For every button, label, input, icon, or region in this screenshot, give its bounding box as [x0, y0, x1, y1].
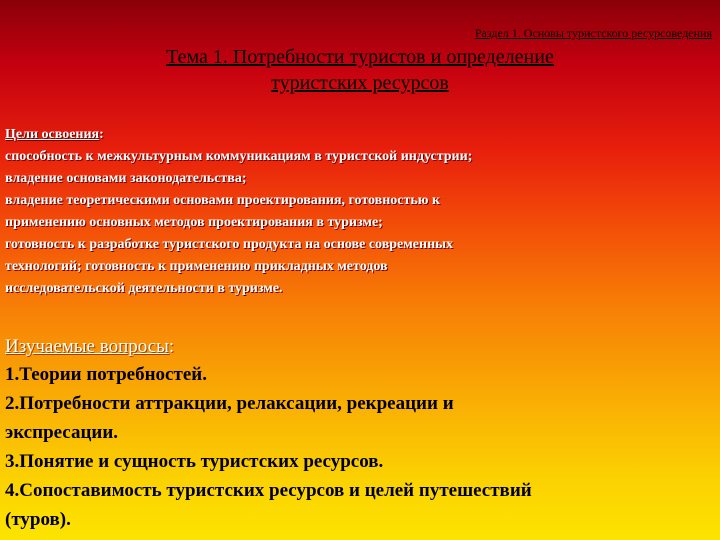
question-item: 3.Понятие и сущность туристских ресурсов.: [5, 451, 384, 472]
topic-title-line-2: туристских ресурсов: [271, 72, 449, 94]
question-item: 2.Потребности аттракции, релаксации, рекреации и: [5, 393, 454, 414]
goals-line: готовность к разработке туристского продукта на основе современных: [5, 237, 454, 252]
goals-line: технологий; готовность к применению прикладных методов: [5, 259, 388, 274]
question-item: 1.Теории потребностей.: [5, 364, 207, 385]
goals-line: владение основами законодательства;: [5, 171, 247, 186]
goals-heading-colon: :: [99, 127, 104, 142]
questions-heading-colon: :: [168, 336, 175, 357]
goals-line: применению основных методов проектирования в туризме;: [5, 215, 383, 230]
questions-heading-text: Изучаемые вопросы: [5, 336, 169, 357]
goals-line: владение теоретическими основами проектирования, готовностью к: [5, 193, 441, 208]
section-header: Раздел 1. Основы туристского ресурсоведения: [474, 26, 712, 40]
goals-block: [5, 124, 710, 300]
goals-line: исследовательской деятельности в туризме.: [5, 281, 283, 296]
goals-heading-text: Цели освоения: [5, 127, 100, 142]
topic-title: [0, 44, 720, 96]
goals-heading: [5, 124, 710, 146]
questions-block: [5, 334, 715, 534]
topic-title-line-1: Тема 1. Потребности туристов и определение: [166, 46, 554, 68]
question-item: экспресации.: [5, 422, 119, 443]
question-item: 4.Сопоставимость туристских ресурсов и целей путешествий: [5, 480, 532, 501]
goals-line: способность к межкультурным коммуникациям в туристской индустрии;: [5, 149, 473, 164]
question-item: (туров).: [5, 509, 71, 530]
questions-heading: [5, 334, 715, 360]
